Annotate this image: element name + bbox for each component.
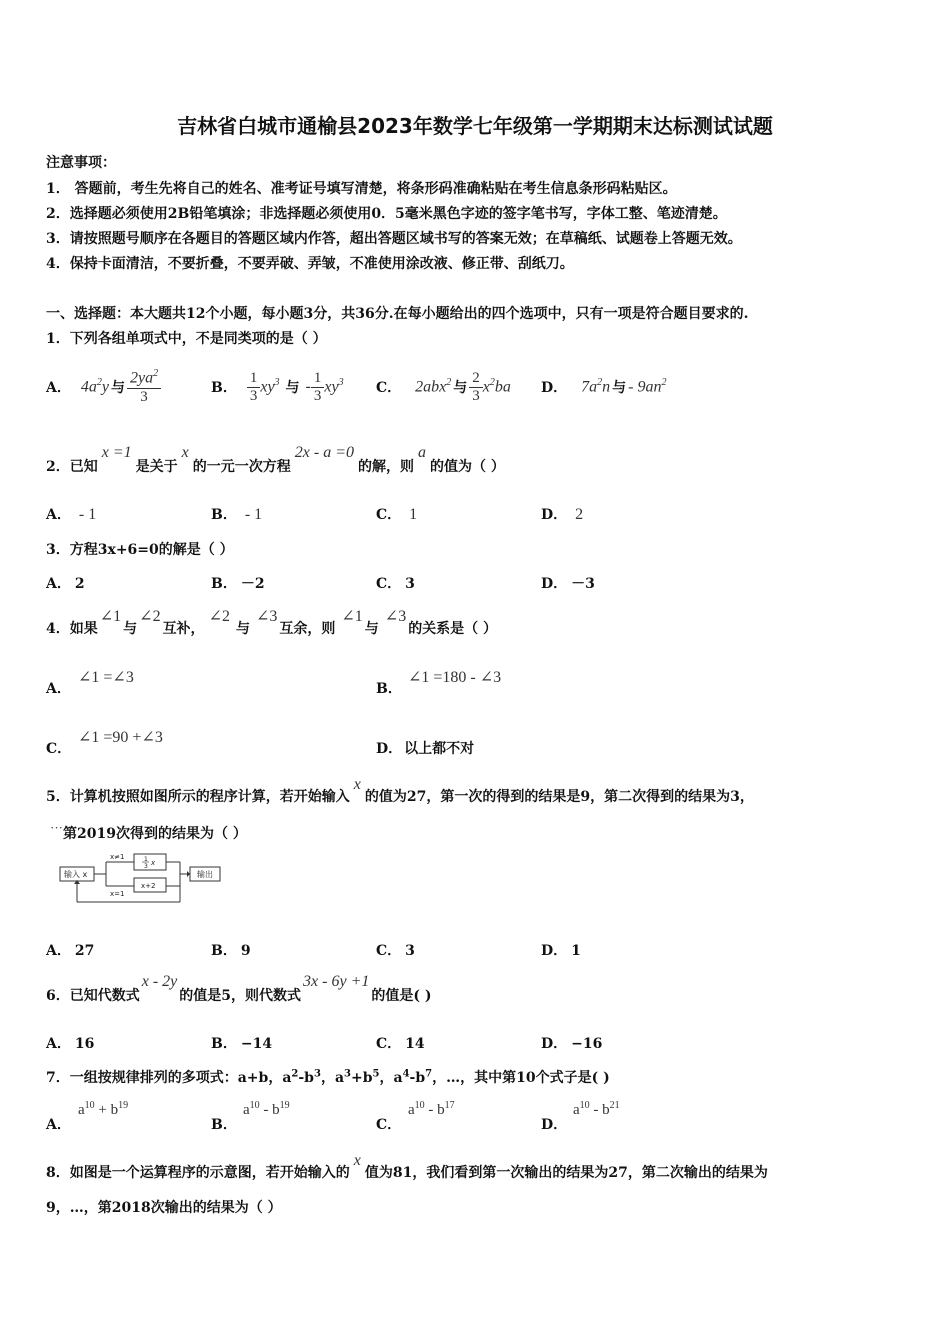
notice-heading: 注意事项： [46, 155, 116, 171]
output-label: 输出 [197, 870, 213, 879]
variable-label: x [151, 859, 156, 867]
notice-item: 4．保持卡面清洁，不要折叠，不要弄破、弄皱，不准使用涂改液、修正带、刮纸刀。 [46, 256, 574, 272]
q5-option-c: C． 3 [376, 943, 415, 959]
question-1-stem: 1．下列各组单项式中，不是同类项的是（ ） [46, 331, 327, 347]
q4-option-b-label: B． [376, 681, 402, 697]
math-expr: x - 2y [141, 973, 178, 990]
notice-item: 3．请按照题号顺序在各题目的答题区域内作答，超出答题区域书写的答案无效；在草稿纸、试题卷上答题无效。 [46, 231, 742, 247]
question-7-stem: 7．一组按规律排列的多项式：a+b，$a^2-b^3$，$a^3+b^5$，$a^4-b^7$，…，其中第10个式子是( ) [46, 1068, 610, 1086]
q1-option-b [211, 362, 344, 412]
angle-expr: ∠3 [255, 608, 278, 625]
math-expr: 2abx$^2$ [415, 377, 452, 396]
math-expr: x [353, 1152, 361, 1169]
q1-option-a [46, 362, 161, 412]
notice-item: 1． 答题前，考生先将自己的姓名、准考证号填写清楚，将条形码准确粘贴在考生信息条形码粘贴区。 [46, 181, 677, 197]
fraction: $\frac{2}{3}$ [469, 370, 483, 405]
stem-text: 的值为（ ） [430, 459, 505, 475]
fraction: $\frac{2ya^2}{3}$ [127, 368, 161, 405]
q7-option-b-value: $a^{10} - b^{19}$ [243, 1100, 290, 1118]
connector-text: 与 [612, 380, 627, 396]
q5-option-a: A． 27 [46, 943, 95, 959]
input-label: 输入 x [64, 870, 88, 879]
math-expr: 3x - 6y +1 [303, 973, 370, 990]
minus-sign: - [305, 378, 311, 395]
fraction-den: 3 [144, 863, 148, 870]
q3-option-d: D． －3 [541, 576, 595, 592]
q1-option-c [376, 362, 511, 412]
q6-option-b: B． −14 [211, 1036, 273, 1052]
math-expr: 2x - a =0 [294, 444, 354, 461]
q5-option-d: D． 1 [541, 943, 581, 959]
q4-option-a-value: ∠1 =∠3 [78, 669, 134, 686]
option-label: C． [376, 380, 402, 396]
q4-option-d: D． 以上都不对 [376, 741, 475, 757]
math-expr: $x^2ba$ [482, 377, 511, 396]
q2-option-c: C． 1 [376, 506, 418, 523]
q6-option-d: D． −16 [541, 1036, 603, 1052]
connector-text: 与 [285, 380, 300, 396]
q2-option-a: A． - 1 [46, 506, 97, 523]
angle-expr: ∠3 [384, 608, 407, 625]
fraction-num: 1 [144, 856, 148, 863]
q4-option-c-label: C． [46, 741, 72, 757]
question-8-stem: 8．如图是一个运算程序的示意图，若开始输入的 x 值为81，我们看到第一次输出的结果为27，第二次输出的结果为 [46, 1152, 768, 1181]
q5-option-b: B． 9 [211, 943, 251, 959]
q7-option-d-value: $a^{10} - b^{21}$ [573, 1100, 620, 1118]
math-expr: $4a^2y$ [80, 377, 109, 396]
q3-option-b: B． －2 [211, 576, 265, 592]
math-expr: x =1 [101, 444, 132, 461]
question-2-stem [46, 444, 505, 476]
condition-label: x=1 [110, 890, 125, 898]
q1-option-d [541, 362, 666, 412]
q3-option-a: A． 2 [46, 576, 85, 592]
math-expr: $7a^2n$ [581, 377, 611, 396]
math-expr: a [418, 444, 426, 461]
question-6-stem: 6．已知代数式 x - 2y 的值是5，则代数式 3x - 6y +1 的值是( ) [46, 973, 432, 1004]
angle-expr: ∠1 [341, 608, 363, 625]
fraction: $\frac{1}{3}$ [247, 370, 261, 405]
angle-expr: ∠1 [99, 608, 122, 625]
q2-option-d: D． 2 [541, 506, 584, 523]
program-flow-diagram [58, 850, 228, 906]
add-label: x+2 [141, 882, 156, 890]
math-expr: x [181, 444, 189, 461]
math-expr: x [353, 776, 361, 793]
q7-option-d-label: D． [541, 1117, 568, 1133]
q6-option-a: A． 16 [46, 1036, 95, 1052]
stem-text: 的一元一次方程 [192, 459, 291, 475]
q7-option-a-value: $a^{10} + b^{19}$ [78, 1100, 129, 1118]
stem-text: 是关于 [135, 459, 178, 475]
q7-option-c-label: C． [376, 1117, 402, 1133]
question-4-stem: 4．如果 ∠1 与 ∠2 互补， ∠2 与 ∠3 互余，则 ∠1 与 ∠3 的关系是（ ） [46, 608, 498, 637]
q4-option-a-label: A． [46, 681, 71, 697]
connector-text: 与 [110, 380, 125, 396]
stem-text: 的解，则 [358, 459, 414, 475]
math-expr: $xy^3$ [324, 377, 344, 396]
question-5-line2: ···第2019次得到的结果为（ ） [50, 820, 247, 842]
page-title: 吉林省白城市通榆县2023年数学七年级第一学期期末达标测试试题 [177, 114, 773, 138]
question-3-stem: 3．方程3x+6=0的解是（ ） [46, 542, 234, 558]
angle-expr: ∠2 [139, 608, 161, 625]
q2-option-b: B． - 1 [211, 506, 263, 523]
option-label: A． [46, 380, 71, 396]
question-5-stem: 5．计算机按照如图所示的程序计算，若开始输入 x 的值为27，第一次的得到的结果是9，第二次得到的结果为3， [46, 776, 754, 805]
q7-option-b-label: B． [211, 1117, 237, 1133]
math-expr: - $9an^2$ [628, 377, 667, 396]
q4-option-c-value: ∠1 =90 +∠3 [78, 729, 163, 746]
section-heading: 一、选择题：本大题共12个小题，每小题3分，共36分.在每小题给出的四个选项中，只有一项是符合题目要求的. [46, 306, 749, 322]
option-label: B． [211, 380, 237, 396]
q7-option-c-value: $a^{10} - b^{17}$ [408, 1100, 455, 1118]
condition-label: x≠1 [110, 853, 125, 861]
q3-option-c: C． 3 [376, 576, 415, 592]
math-expr: $xy^3$ [260, 377, 280, 396]
fraction: $\frac{1}{3}$ [311, 370, 325, 405]
angle-expr: ∠2 [208, 608, 230, 625]
option-label: D． [541, 380, 568, 396]
q7-option-a-label: A． [46, 1117, 71, 1133]
notice-item: 2．选择题必须使用2B铅笔填涂；非选择题必须使用0．5毫米黑色字迹的签字笔书写，字体工整、笔迹清楚。 [46, 206, 727, 222]
stem-text: 2．已知 [46, 459, 98, 475]
divide-box [134, 854, 166, 870]
question-8-line2: 9，…，第2018次输出的结果为（ ） [46, 1200, 282, 1216]
connector-text: 与 [453, 380, 468, 396]
q6-option-c: C． 14 [376, 1036, 425, 1052]
q4-option-b-value: ∠1 =180 - ∠3 [408, 669, 502, 686]
